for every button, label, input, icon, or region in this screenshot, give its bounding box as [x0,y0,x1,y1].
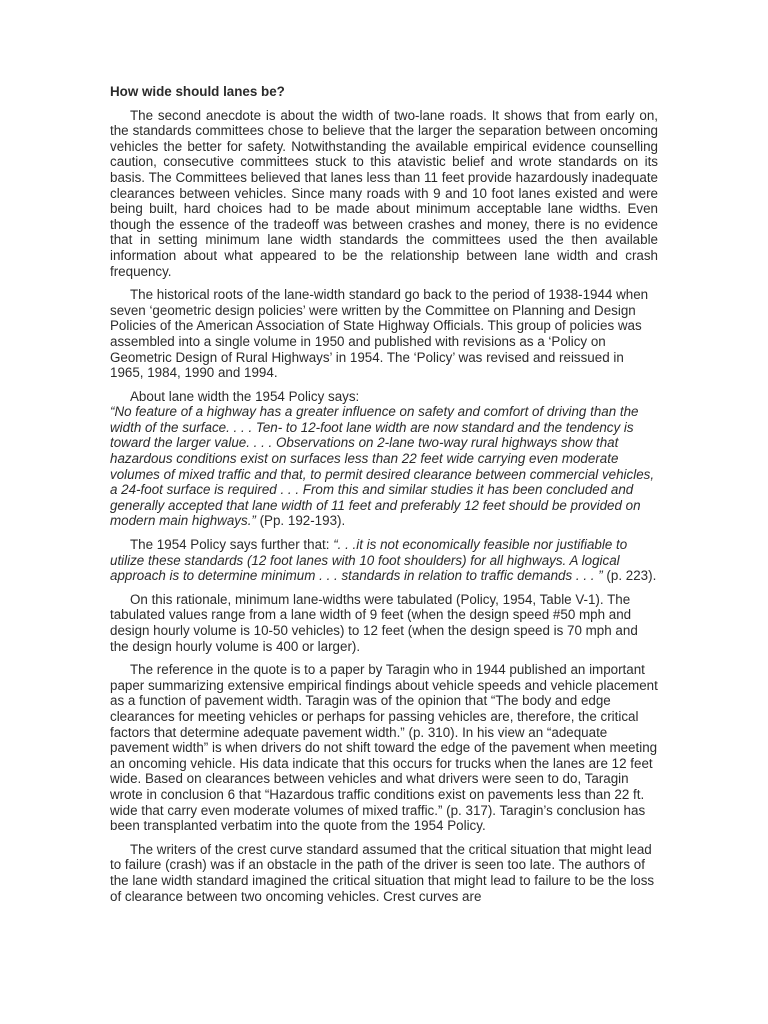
paragraph-4-quote: “. . .it is not economically feasible nor justifiable to utilize these standards (12 foot lanes with 10 foot shoulders) for all highways. A logical approach is to determine minimum . . . standards in relation to traffic demands . . . ” [110,537,628,584]
paragraph-2: The historical roots of the lane-width standard go back to the period of 1938-1944 when seven ‘geometric design policies’ were written by the Committee on Planning and Design Policies of the American Association of State Highway Officials. This group of policies was assembled into a single volume in 1950 and published with revisions as a ‘Policy on Geometric Design of Rural Highways’ in 1954. The ‘Policy’ was revised and reissued in 1965, 1984, 1990 and 1994. [110,287,649,381]
document-body [110,84,658,912]
policy-quote-citation: (Pp. 192-193). [255,513,346,529]
paragraph-7: The writers of the crest curve standard assumed that the critical situation that might lead to failure (crash) was if an obstacle in the path of the driver is seen too late. The authors of the lane width standard imagined the critical situation that might lead to failure to be the loss of clearance between two oncoming vehicles. Crest curves are [110,841,655,904]
paragraph-1: The second anecdote is about the width of two-lane roads. It shows that from early on, the standards committees chose to believe that the larger the separation between oncoming vehicles the better for safety. Notwithstanding the available empirical evidence counselling caution, consecutive committees stuck to this atavistic belief and wrote standards on its basis. The Committees believed that lanes less than 11 feet provide hazardously inadequate clearances between vehicles. Since many roads with 9 and 10 foot lanes existed and were being built, hard choices had to be made about minimum acceptable lane widths. Even though the essence of the tradeoff was between crashes and money, there is no evidence that in setting minimum lane width standards the committees used the then available information about what appeared to be the relationship between lane width and crash frequency. [110,107,658,279]
paragraph-4-citation: (p. 223). [602,568,657,584]
policy-quote-text: “No feature of a highway has a greater influence on safety and comfort of driving than the width of the surface. . . . Ten- to 12-foot lane width are now standard and the tendency is toward the larger value. . . . Observations on 2-lane two-way rural highways show that hazardous conditions exist on surfaces less than 22 feet wide carrying even moderate volumes of mixed traffic and that, to permit desired clearance between commercial vehicles, a 24-foot surface is required . . . From this and similar studies it has been concluded and generally accepted that lane width of 11 feet and preferably 12 feet should be provided on modern main highways.” [110,404,655,529]
paragraph-5: On this rationale, minimum lane-widths were tabulated (Policy, 1954, Table V-1). The tabulated values range from a lane width of 9 feet (when the design speed #50 mph and design hourly volume is 10-50 vehicles) to 12 feet (when the design speed is 70 mph and the design hourly volume is 400 or larger). [110,591,638,654]
paragraph-4-lead: The 1954 Policy says further that: [130,537,334,553]
section-heading: How wide should lanes be? [110,84,285,99]
policy-quote-1954 [110,404,658,529]
paragraph-4 [110,537,658,584]
paragraph-6: The reference in the quote is to a paper by Taragin who in 1944 published an important paper summarizing extensive empirical findings about vehicle speeds and vehicle placement as a function of pavement width. Taragin was of the opinion that “The body and edge clearances for meeting vehicles or perhaps for passing vehicles are, therefore, the critical factors that determine adequate pavement width.” (p. 310). In his view an “adequate pavement width” is when drivers do not shift toward the edge of the pavement when meeting an oncoming vehicle. His data indicate that this occurs for trucks when the lanes are 12 feet wide. Based on clearances between vehicles and what drivers were seen to do, Taragin wrote in conclusion 6 that “Hazardous traffic conditions exist on pavements less than 22 ft. wide that carry even moderate volumes of mixed traffic.” (p. 317). Taragin’s conclusion has been transplanted verbatim into the quote from the 1954 Policy. [110,662,658,834]
paragraph-3-intro: About lane width the 1954 Policy says: [130,388,360,404]
